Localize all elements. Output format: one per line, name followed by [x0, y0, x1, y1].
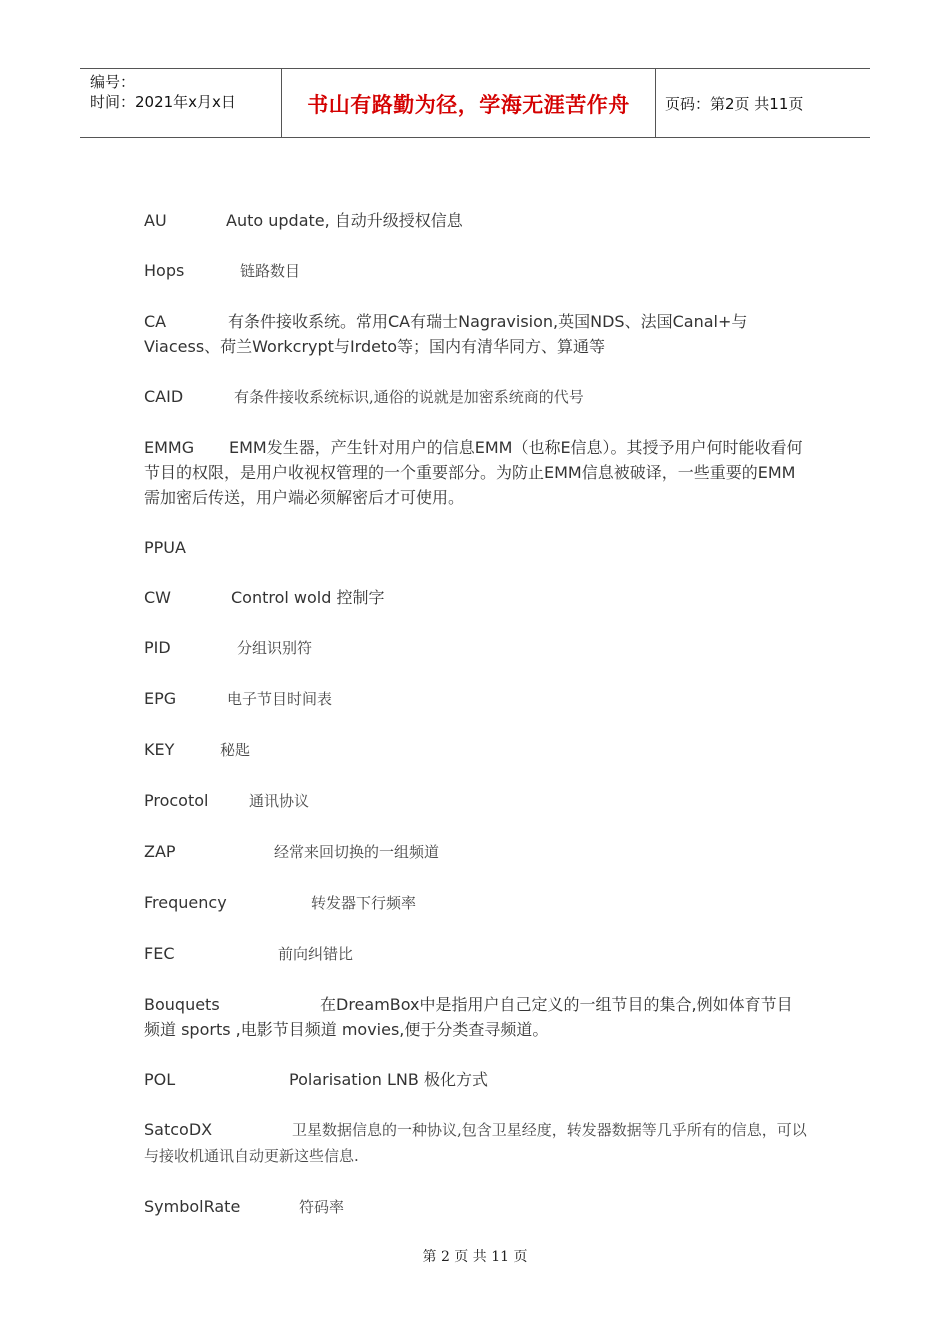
- glossary-description: 有条件接收系统标识,通俗的说就是加密系统商的代号: [234, 388, 584, 406]
- glossary-term: Frequency: [144, 893, 227, 912]
- glossary-entry: [144, 788, 808, 814]
- glossary-term: CW: [144, 588, 171, 607]
- glossary-entry: [144, 435, 808, 510]
- glossary-entry: [144, 585, 808, 610]
- glossary-description: 前向纠错比: [278, 945, 354, 963]
- glossary-term: AU: [144, 211, 167, 230]
- glossary-term: CAID: [144, 387, 184, 406]
- glossary-term: Procotol: [144, 791, 209, 810]
- glossary-term: CA: [144, 312, 167, 331]
- glossary-description: 经常来回切换的一组频道: [274, 843, 440, 861]
- header-page-cell: [655, 69, 870, 137]
- glossary-entry: [144, 1067, 808, 1092]
- glossary-term: ZAP: [144, 842, 176, 861]
- glossary-entry: [144, 737, 808, 763]
- glossary-list: [144, 208, 808, 1245]
- glossary-description: 转发器下行频率: [311, 894, 417, 912]
- glossary-description: 秘匙: [220, 741, 251, 759]
- document-header: [80, 68, 870, 138]
- header-left-cell: [80, 69, 281, 137]
- glossary-term: KEY: [144, 740, 175, 759]
- glossary-entry: [144, 1194, 808, 1220]
- glossary-term: SymbolRate: [144, 1197, 241, 1216]
- glossary-entry: [144, 839, 808, 865]
- glossary-description: 在DreamBox中是指用户自己定义的一组节目的集合,例如体育节目频道 sports ,电影节目频道 movies,便于分类查寻频道。: [144, 995, 793, 1039]
- glossary-description: Control wold 控制字: [231, 588, 385, 607]
- glossary-entry: [144, 208, 808, 233]
- glossary-description: 链路数目: [240, 262, 301, 280]
- glossary-term: SatcoDX: [144, 1120, 213, 1139]
- glossary-term: FEC: [144, 944, 175, 963]
- glossary-term: POL: [144, 1070, 176, 1089]
- glossary-term: EPG: [144, 689, 177, 708]
- motto-text: 书山有路勤为径，学海无涯苦作舟: [307, 92, 630, 117]
- glossary-entry: [144, 992, 808, 1042]
- document-number-label: 编号：: [90, 73, 136, 91]
- glossary-entry: [144, 890, 808, 916]
- glossary-description: 通讯协议: [249, 792, 310, 810]
- glossary-term: Hops: [144, 261, 185, 280]
- glossary-description: Auto update, 自动升级授权信息: [226, 211, 463, 230]
- glossary-entry: [144, 941, 808, 967]
- glossary-entry: [144, 1117, 808, 1169]
- glossary-description: 电子节目时间表: [227, 690, 333, 708]
- glossary-entry: [144, 384, 808, 410]
- glossary-entry: [144, 635, 808, 661]
- glossary-description: 符码率: [299, 1198, 345, 1216]
- glossary-entry: [144, 309, 808, 359]
- glossary-entry: [144, 686, 808, 712]
- glossary-term: PID: [144, 638, 171, 657]
- glossary-entry: [144, 535, 808, 560]
- glossary-description: EMM发生器，产生针对用户的信息EMM（也称E信息）。其授予用户何时能收看何节目的权限，是用户收视权管理的一个重要部分。为防止EMM信息被破译，一些重要的EMM需加密后传送，用户端必须解密后才可使用。: [144, 438, 803, 507]
- glossary-description: 卫星数据信息的一种协议,包含卫星经度，转发器数据等几乎所有的信息，可以与接收机通讯自动更新这些信息.: [144, 1121, 807, 1165]
- glossary-term: Bouquets: [144, 995, 220, 1014]
- glossary-description: 分组识别符: [237, 639, 313, 657]
- header-page-label: 页码：第2页 共11页: [665, 95, 804, 113]
- glossary-description: Polarisation LNB 极化方式: [289, 1070, 488, 1089]
- glossary-entry: [144, 258, 808, 284]
- document-time-label: 时间：2021年x月x日: [90, 93, 236, 111]
- glossary-term: PPUA: [144, 538, 186, 557]
- glossary-term: EMMG: [144, 438, 195, 457]
- page-footer: 第 2 页 共 11 页: [422, 1249, 528, 1265]
- glossary-description: 有条件接收系统。常用CA有瑞士Nagravision,英国NDS、法国Canal+与Viacess、荷兰Workcrypt与Irdeto等；国内有清华同方、算通等: [144, 312, 748, 356]
- header-motto-cell: [281, 69, 656, 137]
